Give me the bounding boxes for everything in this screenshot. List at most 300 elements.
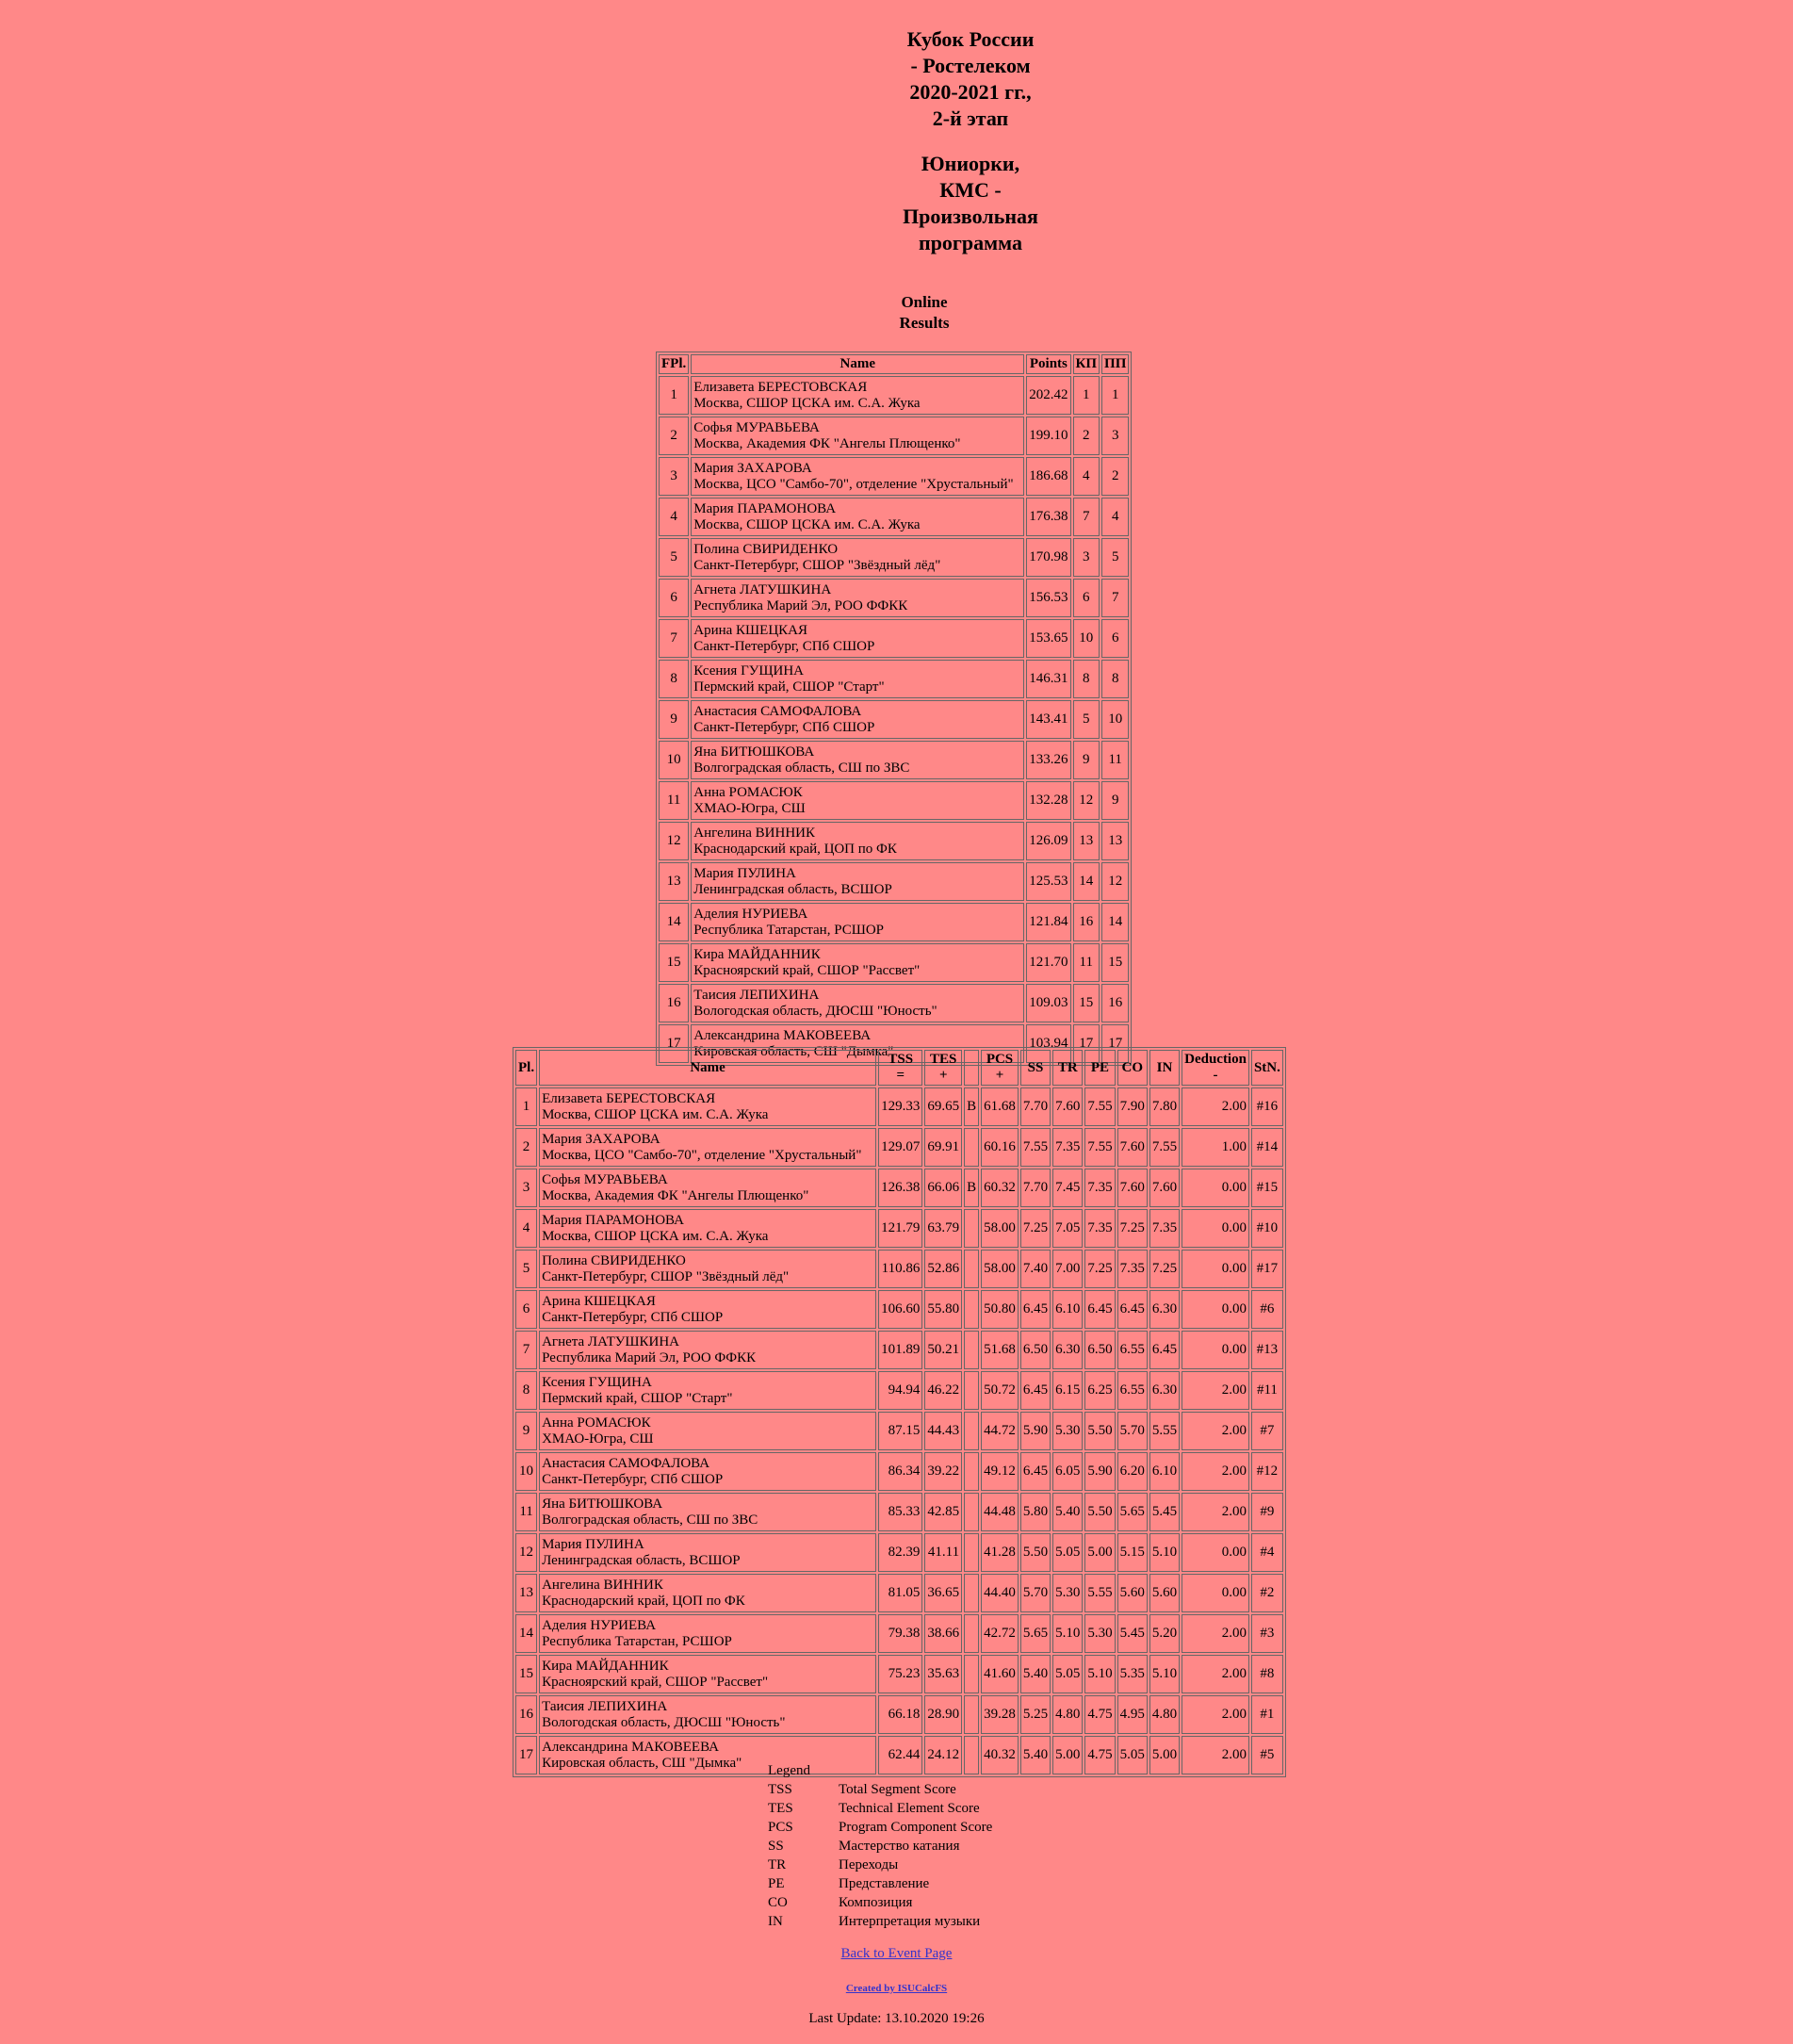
pe-cell: 5.10 — [1084, 1655, 1115, 1693]
legend-row — [768, 1837, 992, 1856]
name-cell — [691, 457, 1024, 496]
skater-club: Москва, СШОР ЦСКА им. С.А. Жука — [542, 1106, 769, 1122]
name-cell — [539, 1614, 876, 1653]
header-tss: TSS = — [878, 1050, 922, 1086]
name-cell — [691, 660, 1024, 698]
table-row — [659, 862, 1129, 901]
table-row — [515, 1087, 1283, 1126]
kp-cell: 3 — [1073, 538, 1100, 577]
pp-cell: 10 — [1101, 700, 1129, 739]
pl-cell: 1 — [515, 1087, 537, 1126]
fpl-cell: 14 — [659, 903, 689, 941]
points-cell: 132.28 — [1026, 781, 1070, 820]
header-points: Points — [1026, 354, 1070, 374]
header-flag — [964, 1050, 979, 1086]
table-row — [515, 1371, 1283, 1410]
skater-club: Волгоградская область, СШ по ЗВС — [542, 1512, 758, 1528]
segment-results-table — [513, 1047, 1286, 1777]
table-row — [659, 700, 1129, 739]
tr-cell: 6.10 — [1052, 1290, 1083, 1329]
tss-cell: 101.89 — [878, 1331, 922, 1369]
bonus-flag-cell — [964, 1412, 979, 1450]
fpl-cell: 16 — [659, 984, 689, 1022]
skater-name: Мария ЗАХАРОВА — [542, 1131, 660, 1147]
tr-cell: 7.05 — [1052, 1209, 1083, 1248]
skater-club: Красноярский край, СШОР "Рассвет" — [542, 1674, 769, 1690]
table-row — [659, 538, 1129, 577]
fpl-cell: 8 — [659, 660, 689, 698]
fpl-cell: 9 — [659, 700, 689, 739]
legend-abbr: TES — [768, 1801, 793, 1816]
skater-club: Ленинградская область, ВСШОР — [542, 1552, 741, 1568]
tes-cell: 42.85 — [924, 1493, 962, 1531]
pp-cell: 7 — [1101, 579, 1129, 617]
pl-cell: 5 — [515, 1250, 537, 1288]
header-co: CO — [1117, 1050, 1148, 1086]
ss-cell: 5.70 — [1020, 1574, 1051, 1612]
kp-cell: 5 — [1073, 700, 1100, 739]
name-cell — [691, 781, 1024, 820]
skater-name: Яна БИТЮШКОВА — [693, 744, 815, 760]
legend-desc: Total Segment Score — [839, 1782, 956, 1797]
in-cell: 6.45 — [1149, 1331, 1180, 1369]
kp-cell: 2 — [1073, 417, 1100, 455]
bonus-flag-cell — [964, 1290, 979, 1329]
ss-cell: 7.40 — [1020, 1250, 1051, 1288]
skater-name: Ксения ГУЩИНА — [542, 1374, 652, 1390]
skater-name: Аделия НУРИЕВА — [693, 906, 808, 922]
skater-name: Анастасия САМОФАЛОВА — [693, 703, 862, 719]
tes-cell: 28.90 — [924, 1695, 962, 1734]
pe-cell: 5.50 — [1084, 1493, 1115, 1531]
name-cell — [691, 741, 1024, 779]
tss-cell: 85.33 — [878, 1493, 922, 1531]
pp-cell: 8 — [1101, 660, 1129, 698]
pe-cell: 5.90 — [1084, 1452, 1115, 1491]
skater-name: Софья МУРАВЬЕВА — [542, 1171, 668, 1187]
stn-cell: #15 — [1251, 1169, 1283, 1207]
table-row — [515, 1290, 1283, 1329]
tes-cell: 24.12 — [924, 1736, 962, 1774]
pe-cell: 4.75 — [1084, 1695, 1115, 1734]
tr-cell: 6.05 — [1052, 1452, 1083, 1491]
bonus-flag-cell — [964, 1695, 979, 1734]
name-cell — [539, 1331, 876, 1369]
skater-club: Вологодская область, ДЮСШ "Юность" — [693, 1003, 937, 1019]
deduction-cell: 2.00 — [1182, 1695, 1249, 1734]
pl-cell: 16 — [515, 1695, 537, 1734]
ss-cell: 7.25 — [1020, 1209, 1051, 1248]
pp-cell: 6 — [1101, 619, 1129, 658]
pp-cell: 9 — [1101, 781, 1129, 820]
legend-row — [768, 1912, 992, 1931]
stn-cell: #14 — [1251, 1128, 1283, 1167]
pl-cell: 2 — [515, 1128, 537, 1167]
pe-cell: 5.30 — [1084, 1614, 1115, 1653]
bonus-flag-cell — [964, 1128, 979, 1167]
legend-abbr: TSS — [768, 1782, 792, 1797]
stn-cell: #3 — [1251, 1614, 1283, 1653]
pl-cell: 14 — [515, 1614, 537, 1653]
skater-name: Мария ПАРАМОНОВА — [693, 500, 837, 516]
stn-cell: #4 — [1251, 1533, 1283, 1572]
category-title — [0, 151, 1793, 256]
skater-club: Республика Татарстан, РСШОР — [693, 922, 885, 938]
pe-cell: 6.45 — [1084, 1290, 1115, 1329]
stn-cell: #1 — [1251, 1695, 1283, 1734]
skater-name: Полина СВИРИДЕНКО — [542, 1252, 686, 1268]
points-cell: 103.94 — [1026, 1024, 1070, 1063]
skater-name: Елизавета БЕРЕСТОВСКАЯ — [693, 379, 868, 395]
table-row — [659, 903, 1129, 941]
table-row — [659, 984, 1129, 1022]
skater-club: Краснодарский край, ЦОП по ФК — [693, 841, 897, 857]
table-row — [659, 781, 1129, 820]
tr-cell: 7.60 — [1052, 1087, 1083, 1126]
tss-cell: 66.18 — [878, 1695, 922, 1734]
pe-cell: 7.35 — [1084, 1169, 1115, 1207]
in-cell: 5.10 — [1149, 1533, 1180, 1572]
fpl-cell: 17 — [659, 1024, 689, 1063]
legend-desc: Мастерство катания — [839, 1839, 960, 1854]
online-heading-line: Online — [901, 293, 948, 311]
bonus-flag-cell — [964, 1371, 979, 1410]
fpl-cell: 13 — [659, 862, 689, 901]
pl-cell: 10 — [515, 1452, 537, 1491]
table-row — [659, 457, 1129, 496]
name-cell — [691, 700, 1024, 739]
tss-cell: 126.38 — [878, 1169, 922, 1207]
legend-abbr: SS — [768, 1839, 784, 1854]
pp-cell: 16 — [1101, 984, 1129, 1022]
skater-name: Ангелина ВИННИК — [542, 1577, 663, 1593]
header-tr: TR — [1052, 1050, 1083, 1086]
skater-name: Александрина МАКОВЕЕВА — [693, 1027, 872, 1043]
online-heading-line: Results — [899, 314, 950, 332]
fpl-cell: 3 — [659, 457, 689, 496]
tss-cell: 110.86 — [878, 1250, 922, 1288]
deduction-cell: 2.00 — [1182, 1736, 1249, 1774]
bonus-flag-cell — [964, 1614, 979, 1653]
stn-cell: #6 — [1251, 1290, 1283, 1329]
pl-cell: 3 — [515, 1169, 537, 1207]
stn-cell: #9 — [1251, 1493, 1283, 1531]
table-row — [515, 1614, 1283, 1653]
deduction-cell: 0.00 — [1182, 1290, 1249, 1329]
tss-cell: 121.79 — [878, 1209, 922, 1248]
name-cell — [539, 1695, 876, 1734]
table-row — [515, 1574, 1283, 1612]
table-row — [659, 822, 1129, 860]
stn-cell: #16 — [1251, 1087, 1283, 1126]
name-cell — [691, 862, 1024, 901]
points-cell: 153.65 — [1026, 619, 1070, 658]
pl-cell: 11 — [515, 1493, 537, 1531]
deduction-cell: 2.00 — [1182, 1371, 1249, 1410]
pcs-cell: 60.32 — [981, 1169, 1019, 1207]
name-cell — [539, 1533, 876, 1572]
skater-club: Красноярский край, СШОР "Рассвет" — [693, 962, 921, 978]
legend-row — [768, 1799, 992, 1818]
table-row — [515, 1412, 1283, 1450]
segment-header-row — [515, 1050, 1283, 1086]
co-cell: 6.20 — [1117, 1452, 1148, 1491]
co-cell: 5.35 — [1117, 1655, 1148, 1693]
stn-cell: #10 — [1251, 1209, 1283, 1248]
deduction-cell: 0.00 — [1182, 1169, 1249, 1207]
points-cell: 170.98 — [1026, 538, 1070, 577]
name-cell — [539, 1128, 876, 1167]
co-cell: 5.65 — [1117, 1493, 1148, 1531]
deduction-cell: 2.00 — [1182, 1493, 1249, 1531]
pl-cell: 12 — [515, 1533, 537, 1572]
pe-cell: 7.55 — [1084, 1087, 1115, 1126]
kp-cell: 7 — [1073, 498, 1100, 536]
skater-club: Санкт-Петербург, СПб СШОР — [542, 1471, 724, 1487]
event-title-line: - Ростелеком — [910, 54, 1031, 77]
event-title-line: 2020-2021 гг., — [909, 80, 1032, 104]
in-cell: 6.30 — [1149, 1371, 1180, 1410]
tr-cell: 4.80 — [1052, 1695, 1083, 1734]
tss-cell: 87.15 — [878, 1412, 922, 1450]
ss-cell: 5.25 — [1020, 1695, 1051, 1734]
ss-cell: 6.45 — [1020, 1452, 1051, 1491]
table-row — [515, 1209, 1283, 1248]
ss-cell: 6.50 — [1020, 1331, 1051, 1369]
back-link-container — [0, 1946, 1793, 1962]
pcs-cell: 49.12 — [981, 1452, 1019, 1491]
pp-cell: 5 — [1101, 538, 1129, 577]
deduction-cell: 0.00 — [1182, 1209, 1249, 1248]
created-by-container — [0, 1983, 1793, 1994]
tr-cell: 5.30 — [1052, 1412, 1083, 1450]
in-cell: 5.20 — [1149, 1614, 1180, 1653]
skater-name: Анна РОМАСЮК — [693, 784, 803, 800]
name-cell — [691, 579, 1024, 617]
tss-cell: 75.23 — [878, 1655, 922, 1693]
back-to-event-link[interactable]: Back to Event Page — [840, 1946, 953, 1961]
points-cell: 143.41 — [1026, 700, 1070, 739]
tr-cell: 7.35 — [1052, 1128, 1083, 1167]
points-cell: 186.68 — [1026, 457, 1070, 496]
skater-club: Республика Марий Эл, РОО ФФКК — [693, 597, 908, 613]
stn-cell: #5 — [1251, 1736, 1283, 1774]
skater-club: Москва, Академия ФК "Ангелы Плющенко" — [693, 435, 961, 451]
tes-cell: 50.21 — [924, 1331, 962, 1369]
skater-name: Мария ПУЛИНА — [693, 865, 796, 881]
legend-desc: Интерпретация музыки — [839, 1914, 981, 1929]
skater-name: Мария ЗАХАРОВА — [693, 460, 812, 476]
ss-cell: 5.90 — [1020, 1412, 1051, 1450]
tss-cell: 86.34 — [878, 1452, 922, 1491]
pcs-cell: 44.40 — [981, 1574, 1019, 1612]
name-cell — [539, 1290, 876, 1329]
in-cell: 6.30 — [1149, 1290, 1180, 1329]
ss-cell: 5.40 — [1020, 1655, 1051, 1693]
pe-cell: 4.75 — [1084, 1736, 1115, 1774]
stn-cell: #17 — [1251, 1250, 1283, 1288]
co-cell: 5.15 — [1117, 1533, 1148, 1572]
kp-cell: 9 — [1073, 741, 1100, 779]
pcs-cell: 44.72 — [981, 1412, 1019, 1450]
tss-cell: 79.38 — [878, 1614, 922, 1653]
name-cell — [539, 1655, 876, 1693]
name-cell — [539, 1574, 876, 1612]
name-cell — [539, 1412, 876, 1450]
ss-cell: 6.45 — [1020, 1290, 1051, 1329]
skater-club: Москва, СШОР ЦСКА им. С.А. Жука — [542, 1228, 769, 1244]
pl-cell: 15 — [515, 1655, 537, 1693]
pe-cell: 7.25 — [1084, 1250, 1115, 1288]
co-cell: 7.25 — [1117, 1209, 1148, 1248]
bonus-flag-cell — [964, 1493, 979, 1531]
skater-name: Ксения ГУЩИНА — [693, 662, 805, 679]
name-cell — [691, 943, 1024, 982]
pcs-cell: 51.68 — [981, 1331, 1019, 1369]
ss-cell: 5.65 — [1020, 1614, 1051, 1653]
name-cell — [691, 417, 1024, 455]
fpl-cell: 10 — [659, 741, 689, 779]
pcs-cell: 41.28 — [981, 1533, 1019, 1572]
in-cell: 5.45 — [1149, 1493, 1180, 1531]
stn-cell: #2 — [1251, 1574, 1283, 1612]
skater-club: Санкт-Петербург, СПб СШОР — [693, 638, 875, 654]
skater-name: Кира МАЙДАННИК — [693, 946, 821, 962]
pcs-cell: 42.72 — [981, 1614, 1019, 1653]
tes-cell: 36.65 — [924, 1574, 962, 1612]
co-cell: 5.45 — [1117, 1614, 1148, 1653]
skater-name: Александрина МАКОВЕЕВА — [542, 1739, 719, 1755]
skater-name: Мария ПУЛИНА — [542, 1536, 644, 1552]
skater-name: Агнета ЛАТУШКИНА — [542, 1333, 680, 1349]
name-cell — [539, 1250, 876, 1288]
bonus-flag-cell — [964, 1331, 979, 1369]
deduction-cell: 1.00 — [1182, 1128, 1249, 1167]
legend-desc: Technical Element Score — [839, 1801, 980, 1816]
table-row — [659, 579, 1129, 617]
in-cell: 7.35 — [1149, 1209, 1180, 1248]
skater-club: Республика Татарстан, РСШОР — [542, 1633, 732, 1649]
name-cell — [539, 1169, 876, 1207]
skater-club: Пермский край, СШОР "Старт" — [542, 1390, 733, 1406]
ss-cell: 7.70 — [1020, 1087, 1051, 1126]
legend — [768, 1761, 992, 1931]
event-title-line: Кубок России — [906, 27, 1035, 51]
category-title-line: Произвольная — [903, 204, 1038, 228]
tes-cell: 66.06 — [924, 1169, 962, 1207]
legend-desc: Представление — [839, 1876, 930, 1891]
tr-cell: 7.00 — [1052, 1250, 1083, 1288]
header-name: Name — [691, 354, 1024, 374]
name-cell — [691, 984, 1024, 1022]
skater-name: Мария ПАРАМОНОВА — [542, 1212, 684, 1228]
bonus-flag-cell — [964, 1250, 979, 1288]
table-row — [515, 1128, 1283, 1167]
tr-cell: 5.30 — [1052, 1574, 1083, 1612]
deduction-cell: 0.00 — [1182, 1574, 1249, 1612]
table-row — [515, 1452, 1283, 1491]
deduction-cell: 2.00 — [1182, 1452, 1249, 1491]
tr-cell: 5.05 — [1052, 1655, 1083, 1693]
in-cell: 7.60 — [1149, 1169, 1180, 1207]
tr-cell: 5.40 — [1052, 1493, 1083, 1531]
legend-row — [768, 1780, 992, 1799]
skater-name: Аделия НУРИЕВА — [542, 1617, 657, 1633]
skater-club: Краснодарский край, ЦОП по ФК — [542, 1593, 745, 1609]
skater-club: ХМАО-Югра, СШ — [693, 800, 806, 816]
skater-name: Яна БИТЮШКОВА — [542, 1496, 663, 1512]
bonus-flag-cell — [964, 1533, 979, 1572]
pcs-cell: 50.80 — [981, 1290, 1019, 1329]
points-cell: 156.53 — [1026, 579, 1070, 617]
header-pp: ПП — [1101, 354, 1129, 374]
points-cell: 126.09 — [1026, 822, 1070, 860]
name-cell — [691, 619, 1024, 658]
points-cell: 202.42 — [1026, 376, 1070, 415]
header-fpl: FPl. — [659, 354, 689, 374]
deduction-cell: 2.00 — [1182, 1655, 1249, 1693]
points-cell: 133.26 — [1026, 741, 1070, 779]
stn-cell: #12 — [1251, 1452, 1283, 1491]
skater-name: Анна РОМАСЮК — [542, 1414, 651, 1431]
header-in: IN — [1149, 1050, 1180, 1086]
legend-abbr: TR — [768, 1857, 787, 1872]
points-cell: 176.38 — [1026, 498, 1070, 536]
stn-cell: #7 — [1251, 1412, 1283, 1450]
pe-cell: 7.55 — [1084, 1128, 1115, 1167]
points-cell: 121.70 — [1026, 943, 1070, 982]
pe-cell: 5.00 — [1084, 1533, 1115, 1572]
pcs-cell: 44.48 — [981, 1493, 1019, 1531]
header-ss: SS — [1020, 1050, 1051, 1086]
co-cell: 6.45 — [1117, 1290, 1148, 1329]
deduction-cell: 2.00 — [1182, 1614, 1249, 1653]
fpl-cell: 2 — [659, 417, 689, 455]
deduction-cell: 0.00 — [1182, 1533, 1249, 1572]
tr-cell: 5.05 — [1052, 1533, 1083, 1572]
pp-cell: 1 — [1101, 376, 1129, 415]
co-cell: 7.60 — [1117, 1169, 1148, 1207]
tes-cell: 55.80 — [924, 1290, 962, 1329]
skater-club: Москва, ЦСО "Самбо-70", отделение "Хрустальный" — [693, 476, 1014, 492]
created-by-link[interactable]: Created by ISUCalcFS — [845, 1983, 948, 1994]
co-cell: 7.90 — [1117, 1087, 1148, 1126]
tes-cell: 69.91 — [924, 1128, 962, 1167]
table-row — [515, 1533, 1283, 1572]
tr-cell: 5.00 — [1052, 1736, 1083, 1774]
pp-cell: 14 — [1101, 903, 1129, 941]
category-title-line: КМС - — [939, 178, 1002, 202]
skater-name: Таисия ЛЕПИХИНА — [542, 1698, 668, 1714]
points-cell: 125.53 — [1026, 862, 1070, 901]
skater-name: Софья МУРАВЬЕВА — [693, 419, 820, 435]
pcs-cell: 58.00 — [981, 1209, 1019, 1248]
skater-club: Вологодская область, ДЮСШ "Юность" — [542, 1714, 786, 1730]
skater-club: Москва, СШОР ЦСКА им. С.А. Жука — [693, 395, 921, 411]
pl-cell: 6 — [515, 1290, 537, 1329]
table-row — [515, 1169, 1283, 1207]
table-row — [515, 1695, 1283, 1734]
legend-abbr: PCS — [768, 1820, 793, 1835]
co-cell: 5.60 — [1117, 1574, 1148, 1612]
tes-cell: 63.79 — [924, 1209, 962, 1248]
pl-cell: 9 — [515, 1412, 537, 1450]
in-cell: 7.25 — [1149, 1250, 1180, 1288]
name-cell — [539, 1371, 876, 1410]
points-cell: 199.10 — [1026, 417, 1070, 455]
legend-desc: Композиция — [839, 1895, 913, 1910]
skater-name: Елизавета БЕРЕСТОВСКАЯ — [542, 1090, 716, 1106]
